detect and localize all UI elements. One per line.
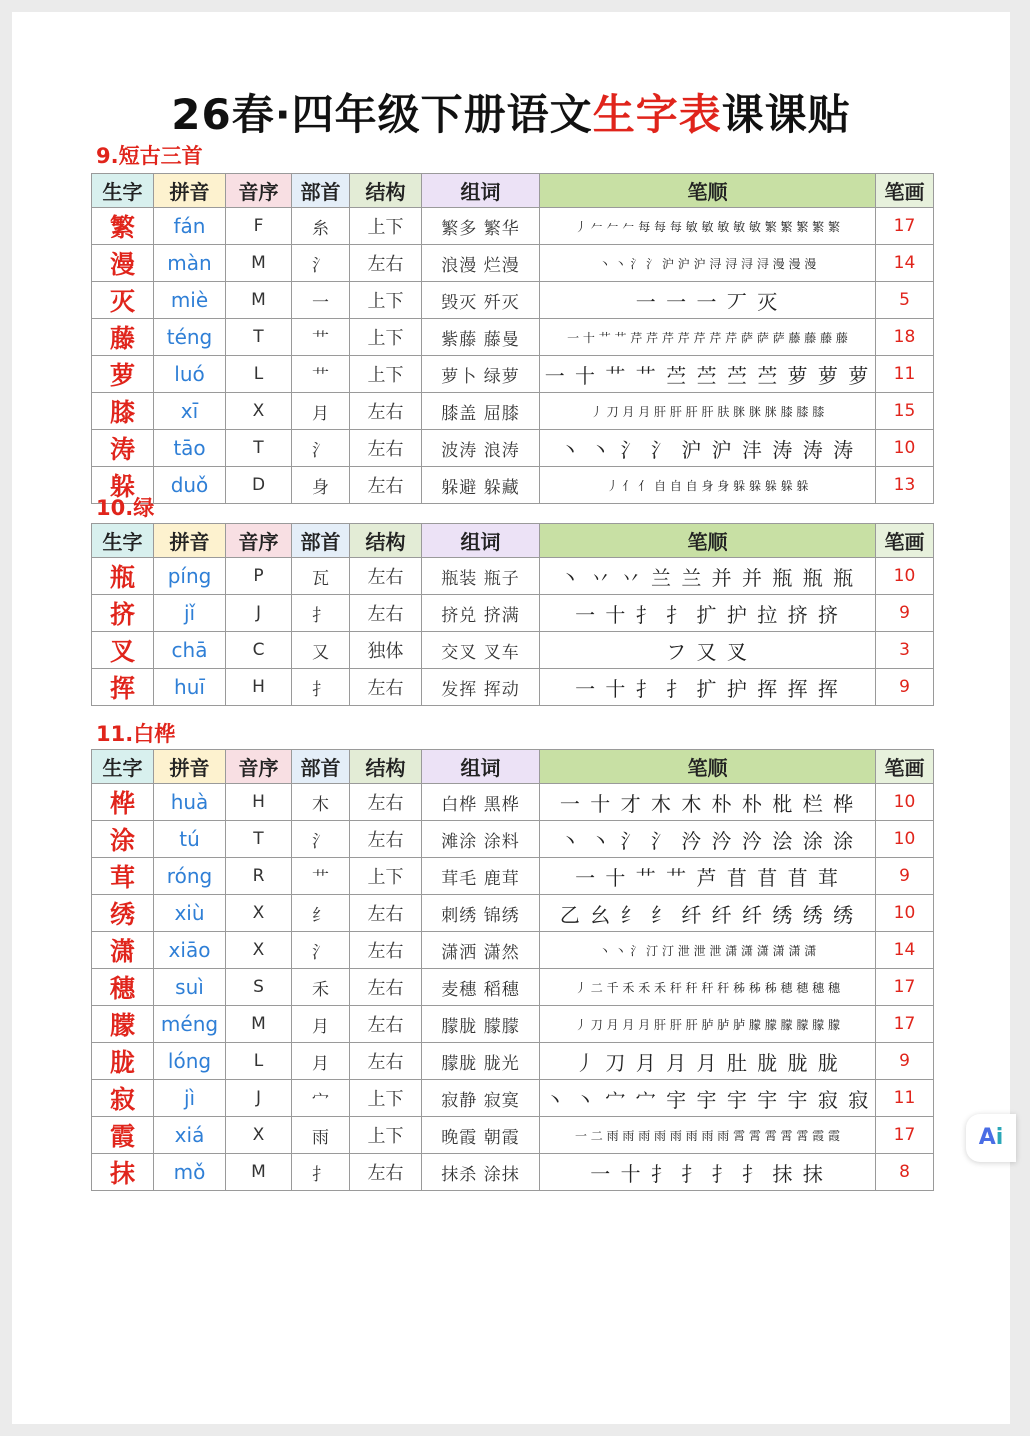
- cell-stroke-count: 3: [876, 632, 934, 669]
- table-row: [92, 932, 934, 969]
- cell-stroke-count: 18: [876, 319, 934, 356]
- cell-stroke-count: 5: [876, 282, 934, 319]
- cell-stroke-count: 10: [876, 430, 934, 467]
- cell-structure: 上下: [350, 858, 422, 895]
- cell-pinyin: luó: [154, 356, 226, 393]
- cell-stroke-order: 一 二 雨 雨 雨 雨 雨 雨 雨 雨 霄 霄 霄 霄 霄 霞 霞: [540, 1117, 876, 1154]
- cell-structure: 左右: [350, 467, 422, 504]
- ai-assistant-button[interactable]: [966, 1114, 1016, 1162]
- cell-stroke-order: 一 十 扌 扌 扩 护 拉 挤 挤: [540, 595, 876, 632]
- header-radical: 部首: [292, 524, 350, 558]
- table-row: [92, 858, 934, 895]
- cell-stroke-order: 乙 幺 纟 纟 纤 纤 纤 绣 绣 绣: [540, 895, 876, 932]
- cell-char: 躲: [92, 467, 154, 504]
- header-words: 组词: [422, 750, 540, 784]
- cell-char: 膝: [92, 393, 154, 430]
- cell-stroke-order: フ 又 叉: [540, 632, 876, 669]
- cell-stroke-order: 丶 丶 氵 汀 汀 泄 泄 泄 潇 潇 潇 潇 潇 潇: [540, 932, 876, 969]
- cell-words: 毁灭 歼灭: [422, 282, 540, 319]
- cell-pinyin: tāo: [154, 430, 226, 467]
- cell-stroke-count: 15: [876, 393, 934, 430]
- title-suffix: 课课贴: [721, 90, 851, 139]
- table-row: [92, 282, 934, 319]
- header-char: 生字: [92, 174, 154, 208]
- cell-radical: 雨: [292, 1117, 350, 1154]
- cell-char: 潇: [92, 932, 154, 969]
- character-table: [91, 173, 934, 504]
- cell-char: 萝: [92, 356, 154, 393]
- cell-structure: 左右: [350, 245, 422, 282]
- header-char: 生字: [92, 750, 154, 784]
- cell-radical: 禾: [292, 969, 350, 1006]
- header-stroke-count: 笔画: [876, 750, 934, 784]
- cell-words: 朦胧 朦朦: [422, 1006, 540, 1043]
- title-prefix: 26春·四年级下册语文: [171, 90, 593, 139]
- cell-pinyin: huī: [154, 669, 226, 706]
- cell-stroke-order: 丶 丶 氵 氵 汵 汵 汵 浍 涂 涂: [540, 821, 876, 858]
- cell-pinyin: duǒ: [154, 467, 226, 504]
- table-row: [92, 208, 934, 245]
- cell-words: 挤兑 挤满: [422, 595, 540, 632]
- header-pinyin: 拼音: [154, 524, 226, 558]
- cell-char: 叉: [92, 632, 154, 669]
- cell-char: 漫: [92, 245, 154, 282]
- cell-words: 滩涂 涂料: [422, 821, 540, 858]
- cell-index: D: [226, 467, 292, 504]
- cell-structure: 左右: [350, 784, 422, 821]
- cell-words: 寂静 寂寞: [422, 1080, 540, 1117]
- cell-stroke-order: 一 十 艹 艹 芹 芹 芹 芹 芹 芹 芹 萨 萨 萨 藤 藤 藤 藤: [540, 319, 876, 356]
- cell-words: 瓶装 瓶子: [422, 558, 540, 595]
- cell-structure: 左右: [350, 1154, 422, 1191]
- cell-stroke-count: 10: [876, 784, 934, 821]
- cell-char: 灭: [92, 282, 154, 319]
- cell-char: 胧: [92, 1043, 154, 1080]
- cell-index: M: [226, 245, 292, 282]
- cell-pinyin: xī: [154, 393, 226, 430]
- cell-index: J: [226, 1080, 292, 1117]
- character-table: [91, 749, 934, 1191]
- header-char: 生字: [92, 524, 154, 558]
- cell-stroke-order: 丶 丷 丷 兰 兰 并 并 瓶 瓶 瓶: [540, 558, 876, 595]
- cell-index: P: [226, 558, 292, 595]
- cell-char: 涂: [92, 821, 154, 858]
- cell-pinyin: jì: [154, 1080, 226, 1117]
- table-row: [92, 1006, 934, 1043]
- cell-radical: 月: [292, 1043, 350, 1080]
- cell-stroke-order: 丿 刀 月 月 月 肝 肝 肝 胪 胪 胪 朦 朦 朦 朦 朦 朦: [540, 1006, 876, 1043]
- cell-stroke-order: 丶 丶 氵 氵 沪 沪 沣 涛 涛 涛: [540, 430, 876, 467]
- cell-char: 霞: [92, 1117, 154, 1154]
- cell-stroke-order: 一 十 艹 艹 芦 苜 苜 苜 茸: [540, 858, 876, 895]
- cell-stroke-count: 10: [876, 895, 934, 932]
- cell-pinyin: suì: [154, 969, 226, 1006]
- header-radical: 部首: [292, 750, 350, 784]
- cell-words: 交叉 叉车: [422, 632, 540, 669]
- cell-words: 刺绣 锦绣: [422, 895, 540, 932]
- cell-radical: 月: [292, 1006, 350, 1043]
- table-row: [92, 1117, 934, 1154]
- cell-words: 发挥 挥动: [422, 669, 540, 706]
- header-index: 音序: [226, 524, 292, 558]
- cell-radical: 扌: [292, 595, 350, 632]
- cell-radical: 氵: [292, 932, 350, 969]
- cell-index: C: [226, 632, 292, 669]
- cell-pinyin: fán: [154, 208, 226, 245]
- cell-stroke-order: 一 十 艹 艹 苎 苎 苎 苎 萝 萝 萝: [540, 356, 876, 393]
- cell-pinyin: róng: [154, 858, 226, 895]
- table-row: [92, 595, 934, 632]
- cell-structure: 左右: [350, 393, 422, 430]
- cell-structure: 左右: [350, 932, 422, 969]
- cell-structure: 左右: [350, 1006, 422, 1043]
- cell-words: 茸毛 鹿茸: [422, 858, 540, 895]
- cell-index: J: [226, 595, 292, 632]
- cell-index: F: [226, 208, 292, 245]
- cell-radical: 月: [292, 393, 350, 430]
- cell-index: M: [226, 282, 292, 319]
- table-row: [92, 1154, 934, 1191]
- cell-index: T: [226, 821, 292, 858]
- header-stroke-count: 笔画: [876, 174, 934, 208]
- cell-char: 朦: [92, 1006, 154, 1043]
- cell-pinyin: méng: [154, 1006, 226, 1043]
- header-stroke-order: 笔顺: [540, 174, 876, 208]
- cell-stroke-count: 14: [876, 932, 934, 969]
- title-highlight: 生字表: [592, 90, 722, 139]
- cell-stroke-count: 17: [876, 208, 934, 245]
- cell-pinyin: màn: [154, 245, 226, 282]
- header-words: 组词: [422, 174, 540, 208]
- cell-char: 挤: [92, 595, 154, 632]
- header-words: 组词: [422, 524, 540, 558]
- cell-words: 潇洒 潇然: [422, 932, 540, 969]
- header-stroke-order: 笔顺: [540, 524, 876, 558]
- section-title: 9.短古三首: [96, 144, 203, 168]
- table-row: [92, 430, 934, 467]
- cell-pinyin: tú: [154, 821, 226, 858]
- header-pinyin: 拼音: [154, 750, 226, 784]
- table-row: [92, 467, 934, 504]
- table-row: [92, 821, 934, 858]
- cell-radical: 氵: [292, 245, 350, 282]
- table-row: [92, 969, 934, 1006]
- cell-stroke-order: 丿 刀 月 月 肝 肝 肝 肝 肤 脒 脒 脒 膝 膝 膝: [540, 393, 876, 430]
- cell-radical: 扌: [292, 669, 350, 706]
- cell-words: 朦胧 胧光: [422, 1043, 540, 1080]
- cell-pinyin: huà: [154, 784, 226, 821]
- cell-index: H: [226, 669, 292, 706]
- cell-pinyin: xiù: [154, 895, 226, 932]
- cell-pinyin: chā: [154, 632, 226, 669]
- cell-radical: 瓦: [292, 558, 350, 595]
- cell-index: M: [226, 1154, 292, 1191]
- cell-index: X: [226, 1117, 292, 1154]
- cell-radical: 氵: [292, 430, 350, 467]
- cell-char: 绣: [92, 895, 154, 932]
- header-structure: 结构: [350, 524, 422, 558]
- cell-words: 抹杀 涂抹: [422, 1154, 540, 1191]
- cell-index: X: [226, 895, 292, 932]
- cell-stroke-count: 8: [876, 1154, 934, 1191]
- cell-structure: 左右: [350, 969, 422, 1006]
- ai-icon-i: i: [995, 1125, 1004, 1150]
- cell-char: 涛: [92, 430, 154, 467]
- cell-stroke-order: 一 一 一 丆 灭: [540, 282, 876, 319]
- cell-pinyin: téng: [154, 319, 226, 356]
- cell-char: 抹: [92, 1154, 154, 1191]
- cell-stroke-order: 丿 二 千 禾 禾 禾 秆 秆 秆 秆 秭 秭 秭 穂 穂 穗 穗: [540, 969, 876, 1006]
- cell-words: 膝盖 屈膝: [422, 393, 540, 430]
- cell-words: 萝卜 绿萝: [422, 356, 540, 393]
- cell-structure: 左右: [350, 821, 422, 858]
- cell-stroke-order: 一 十 扌 扌 扌 扌 抹 抹: [540, 1154, 876, 1191]
- cell-char: 桦: [92, 784, 154, 821]
- table-header-row: [92, 750, 934, 784]
- cell-char: 茸: [92, 858, 154, 895]
- ai-icon-a: A: [978, 1125, 996, 1150]
- cell-structure: 左右: [350, 895, 422, 932]
- table-row: [92, 558, 934, 595]
- table-row: [92, 1043, 934, 1080]
- cell-index: L: [226, 1043, 292, 1080]
- cell-radical: 又: [292, 632, 350, 669]
- cell-stroke-order: 丿 𠂉 𠂉 𠂉 每 每 每 敏 敏 敏 敏 敏 繁 繁 繁 繁 繁: [540, 208, 876, 245]
- cell-radical: 艹: [292, 356, 350, 393]
- cell-stroke-order: 丿 刀 月 月 月 肚 胧 胧 胧: [540, 1043, 876, 1080]
- page-title: [12, 82, 1010, 146]
- cell-char: 挥: [92, 669, 154, 706]
- cell-pinyin: lóng: [154, 1043, 226, 1080]
- cell-words: 白桦 黑桦: [422, 784, 540, 821]
- table-row: [92, 632, 934, 669]
- cell-structure: 上下: [350, 282, 422, 319]
- cell-stroke-count: 14: [876, 245, 934, 282]
- table-header-row: [92, 174, 934, 208]
- cell-char: 穗: [92, 969, 154, 1006]
- cell-char: 寂: [92, 1080, 154, 1117]
- cell-radical: 木: [292, 784, 350, 821]
- cell-radical: 糸: [292, 208, 350, 245]
- cell-stroke-order: 一 十 才 木 木 朴 朴 枇 栏 桦: [540, 784, 876, 821]
- cell-index: L: [226, 356, 292, 393]
- cell-radical: 氵: [292, 821, 350, 858]
- cell-index: H: [226, 784, 292, 821]
- cell-stroke-count: 13: [876, 467, 934, 504]
- cell-structure: 上下: [350, 319, 422, 356]
- cell-stroke-count: 9: [876, 1043, 934, 1080]
- cell-pinyin: xiá: [154, 1117, 226, 1154]
- cell-stroke-order: 丶 丶 氵 氵 沪 沪 沪 浔 浔 浔 浔 漫 漫 漫: [540, 245, 876, 282]
- cell-stroke-count: 11: [876, 356, 934, 393]
- cell-words: 晚霞 朝霞: [422, 1117, 540, 1154]
- header-stroke-count: 笔画: [876, 524, 934, 558]
- cell-stroke-count: 17: [876, 1006, 934, 1043]
- cell-structure: 上下: [350, 208, 422, 245]
- cell-words: 波涛 浪涛: [422, 430, 540, 467]
- cell-words: 躲避 躲藏: [422, 467, 540, 504]
- cell-stroke-count: 9: [876, 669, 934, 706]
- cell-stroke-count: 17: [876, 969, 934, 1006]
- cell-pinyin: mǒ: [154, 1154, 226, 1191]
- cell-radical: 艹: [292, 319, 350, 356]
- cell-words: 麦穗 稻穗: [422, 969, 540, 1006]
- cell-radical: 艹: [292, 858, 350, 895]
- cell-structure: 左右: [350, 1043, 422, 1080]
- header-pinyin: 拼音: [154, 174, 226, 208]
- table-row: [92, 393, 934, 430]
- cell-stroke-order: 丿 亻 亻 自 自 自 身 身 躲 躲 躲 躲 躲: [540, 467, 876, 504]
- table-row: [92, 356, 934, 393]
- cell-stroke-order: 一 十 扌 扌 扩 护 挥 挥 挥: [540, 669, 876, 706]
- cell-index: X: [226, 393, 292, 430]
- cell-words: 紫藤 藤曼: [422, 319, 540, 356]
- cell-stroke-count: 10: [876, 821, 934, 858]
- character-table: [91, 523, 934, 706]
- cell-radical: 一: [292, 282, 350, 319]
- table-row: [92, 895, 934, 932]
- cell-structure: 左右: [350, 595, 422, 632]
- cell-stroke-count: 17: [876, 1117, 934, 1154]
- table-row: [92, 245, 934, 282]
- cell-stroke-count: 11: [876, 1080, 934, 1117]
- cell-stroke-count: 10: [876, 558, 934, 595]
- cell-radical: 宀: [292, 1080, 350, 1117]
- cell-structure: 上下: [350, 1117, 422, 1154]
- cell-structure: 上下: [350, 356, 422, 393]
- cell-words: 繁多 繁华: [422, 208, 540, 245]
- table-row: [92, 1080, 934, 1117]
- header-stroke-order: 笔顺: [540, 750, 876, 784]
- cell-index: T: [226, 319, 292, 356]
- cell-index: T: [226, 430, 292, 467]
- cell-radical: 身: [292, 467, 350, 504]
- table-row: [92, 784, 934, 821]
- cell-index: X: [226, 932, 292, 969]
- header-structure: 结构: [350, 174, 422, 208]
- header-radical: 部首: [292, 174, 350, 208]
- cell-pinyin: miè: [154, 282, 226, 319]
- cell-char: 繁: [92, 208, 154, 245]
- cell-structure: 左右: [350, 558, 422, 595]
- cell-pinyin: píng: [154, 558, 226, 595]
- header-index: 音序: [226, 174, 292, 208]
- cell-radical: 扌: [292, 1154, 350, 1191]
- cell-pinyin: xiāo: [154, 932, 226, 969]
- cell-structure: 独体: [350, 632, 422, 669]
- cell-structure: 左右: [350, 430, 422, 467]
- table-row: [92, 669, 934, 706]
- cell-char: 瓶: [92, 558, 154, 595]
- cell-stroke-order: 丶 丶 宀 宀 宇 宇 宇 宇 宇 寂 寂: [540, 1080, 876, 1117]
- section-title: 11.白桦: [96, 722, 176, 746]
- cell-char: 藤: [92, 319, 154, 356]
- cell-stroke-count: 9: [876, 858, 934, 895]
- table-header-row: [92, 524, 934, 558]
- cell-structure: 上下: [350, 1080, 422, 1117]
- header-index: 音序: [226, 750, 292, 784]
- cell-structure: 左右: [350, 669, 422, 706]
- cell-index: M: [226, 1006, 292, 1043]
- header-structure: 结构: [350, 750, 422, 784]
- cell-pinyin: jǐ: [154, 595, 226, 632]
- cell-index: S: [226, 969, 292, 1006]
- cell-radical: 纟: [292, 895, 350, 932]
- cell-words: 浪漫 烂漫: [422, 245, 540, 282]
- table-row: [92, 319, 934, 356]
- cell-index: R: [226, 858, 292, 895]
- cell-stroke-count: 9: [876, 595, 934, 632]
- section-title: 10.绿: [96, 496, 155, 520]
- worksheet-page: [12, 12, 1010, 1424]
